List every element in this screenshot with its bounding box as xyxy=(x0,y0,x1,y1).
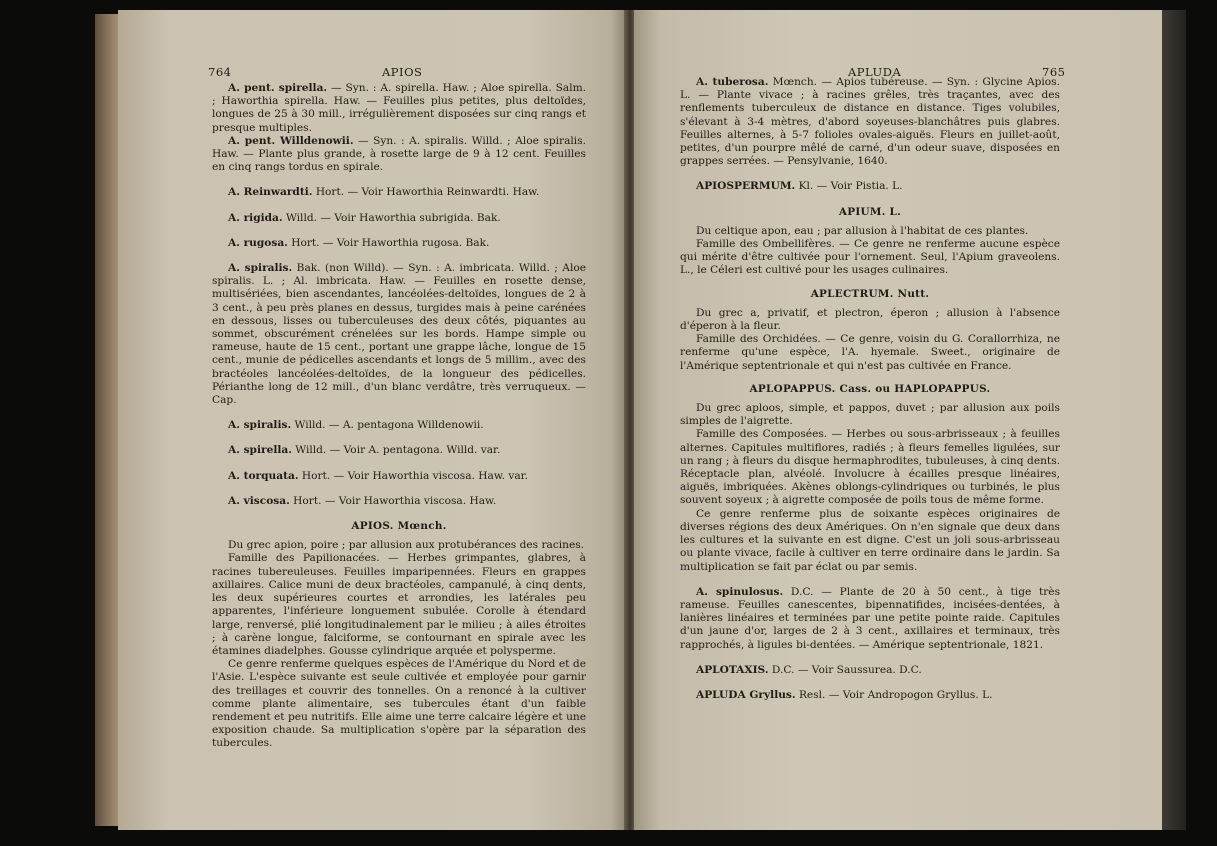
aplopappus-description: Famille des Composées. — Herbes ou sous-arbrisseaux ; à feuilles alternes. Capitules multiflores, radiés ; à fleurs femelles ligulées, sur un rang ; à fleurs du disque hermaphrodites, tubuleuses, à cinq dents. Réceptacle plan, alvéolé. Involucre à écailles presque linéaires, aiguës, imbriquées. Akènes oblongs-cylindriques ou turbinés, le plus souvent soyeux ; à aigrette composée de poils tous de même forme. xyxy=(680,428,1060,507)
apium-title: APIUM. L. xyxy=(838,205,902,218)
apios-description: Famille des Papilionacées. — Herbes grimpantes, glabres, à racines tubereuleuses. Feuilles imparipennées. Fleurs en grappes axillaires. Calice muni de deux bractéoles, campanulé, à cinq dents, les deux supérieures courtes et arrondies, les latérales peu apparentes, l'inférieure longuement subulée. Corolle à étendard large, renversé, plié longitudinalement par le milieu ; à ailes étroites ; à carène longue, falciforme, se contournant en spirale avec les étamines diadelphes. Gousse cylindrique arquée et polysperme. xyxy=(212,552,586,657)
entry-spirella: A. spirella. Willd. — Voir A. pentagona. Willd. var. xyxy=(228,444,501,457)
entry-torquata: A. torquata. Hort. — Voir Haworthia viscosa. Haw. var. xyxy=(228,469,528,482)
entry-spiralis-bak: A. spiralis. Bak. (non Willd). — Syn. : A. imbricata. Willd. ; Aloe spiralis. L. ; Al. imbricata. Haw. — Feuilles en rosette dense, multisériées, bien ascendantes, lancéolées-deltoïdes, longues de 2 à 3 cent., à peu près planes en dessus, turgides mais à peine carénées en dessous, lisses ou tuberculeuses des deux côtés, piquantes au sommet, obscurément crénelées sur les bords. Hampe simple ou rameuse, haute de 15 cent., portant une grappe lâche, longue de 15 cent., munie de pédicelles ascendants et longs de 5 millim., avec des bractéoles lancéolées-deltoïdes, de la longueur des pédicelles. Périanthe long de 12 mill., d'un blanc verdâtre, très verruqueux. — Cap. xyxy=(212,262,586,407)
apium-description: Famille des Ombellifères. — Ce genre ne renferme aucune espèce qui mérite d'être cultivée pour l'ornement. Seul, l'Apium graveolens. L., le Céleri est cultivé pour les usages culinaires. xyxy=(680,238,1060,277)
aplopappus-title: APLOPAPPUS. Cass. ou HAPLOPAPPUS. xyxy=(749,382,991,395)
right-running-head: APLUDA xyxy=(848,65,902,79)
entry-spinulosus: A. spinulosus. D.C. — Plante de 20 à 50 cent., à tige très rameuse. Feuilles canescentes, bipennatifides, incisées-dentées, à lanières linéaires et terminées par une petite pointe raide. Capitules d'un jaune d'or, larges de 2 à 3 cent., axillaires et terminaux, très rapprochés, à ligules bi-dentées. — Amérique septentrionale, 1821. xyxy=(680,585,1061,651)
entry-spiralis-willd: A. spiralis. Willd. — A. pentagona Willdenowii. xyxy=(228,419,484,432)
entry-viscosa: A. viscosa. Hort. — Voir Haworthia viscosa. Haw. xyxy=(228,494,497,507)
aplectrum-title: APLECTRUM. Nutt. xyxy=(810,287,930,300)
book-page-edges xyxy=(95,14,119,826)
aplectrum-etymology: Du grec a, privatif, et plectron, éperon ; allusion à l'absence d'éperon à la fleur. xyxy=(680,306,1060,333)
entry-apluda: APLUDA Gryllus. Resl. — Voir Andropogon Gryllus. L. xyxy=(696,688,993,701)
left-page xyxy=(118,10,626,830)
entry-rigida: A. rigida. Willd. — Voir Haworthia subrigida. Bak. xyxy=(228,211,501,224)
apium-etymology: Du celtique apon, eau ; par allusion à l'habitat de ces plantes. xyxy=(696,224,1029,237)
entry-aplotaxis: APLOTAXIS. D.C. — Voir Saussurea. D.C. xyxy=(696,663,922,676)
right-page xyxy=(634,10,1162,830)
right-page-number: 765 xyxy=(1042,65,1066,79)
entry-rugosa: A. rugosa. Hort. — Voir Haworthia rugosa. Bak. xyxy=(228,236,490,249)
apios-etymology: Du grec apion, poire ; par allusion aux protubérances des racines. xyxy=(228,539,585,552)
right-page-content xyxy=(680,76,1060,714)
entry-pent-willdenowii: A. pent. Willdenowii. — Syn. : A. spiralis. Willd. ; Aloe spiralis. Haw. — Plante plus grande, à rosette large de 9 à 12 cent. Feuilles en cinq rangs tordus en spirale. xyxy=(212,134,586,174)
aplopappus-culture: Ce genre renferme plus de soixante espèces originaires de diverses régions des deux Amériques. On n'en signale que deux dans les cultures et la suivante en est digne. C'est un joli sous-arbrisseau ou plante vivace, facile à cultiver en terre ordinaire dans le jardin. Sa multiplication se fait par éclat ou par semis. xyxy=(680,507,1060,573)
left-page-number: 764 xyxy=(208,65,232,79)
entry-pent-spirella: A. pent. spirella. — Syn. : A. spirella. Haw. ; Aloe spirella. Salm. ; Haworthia spirella. Haw. — Feuilles plus petites, plus deltoïdes, longues de 25 à 30 mill., irrégulièrement disposées sur cinq rangs et presque multiples. xyxy=(212,82,586,134)
entry-apiospermum: APIOSPERMUM. Kl. — Voir Pistia. L. xyxy=(696,180,903,193)
left-running-head: APIOS xyxy=(382,65,423,79)
entry-tuberosa: A. tuberosa. Mœnch. — Apios tubéreuse. — Syn. : Glycine Apios. L. — Plante vivace ; à racines grêles, très traçantes, avec des renflements tuberculeux de distance en distance. Tiges volubiles, s'élevant à 3-4 mètres, d'abord soyeuses-blanchâtres puis glabres. Feuilles alternes, à 5-7 folioles ovales-aiguës. Fleurs en juillet-août, petites, d'un pourpre mêlé de carné, d'un odeur suave, disposées en grappes serrées. — Pensylvanie, 1640. xyxy=(680,76,1060,168)
left-page-content xyxy=(212,82,586,751)
apios-culture: Ce genre renferme quelques espèces de l'Amérique du Nord et de l'Asie. L'espèce suivante est seule cultivée et employée pour garnir des treillages et couvrir des tonnelles. On a renoncé à la cultiver comme plante alimentaire, ses tubercules étant d'un faible rendement et peu nutritifs. Elle aime une terre calcaire légère et une exposition chaude. Sa multiplication s'opère par la séparation des tubercules. xyxy=(212,658,586,750)
aplectrum-description: Famille des Orchidées. — Ce genre, voisin du G. Corallorrhiza, ne renferme qu'une espèce, l'A. hyemale. Sweet., originaire de l'Amérique septentrionale et qui n'est pas cultivée en France. xyxy=(680,333,1060,372)
entry-reinwardti: A. Reinwardti. Hort. — Voir Haworthia Reinwardti. Haw. xyxy=(228,186,540,199)
apios-section-title: APIOS. Mœnch. xyxy=(351,520,447,533)
book-cover-edge xyxy=(1162,10,1186,830)
aplopappus-etymology: Du grec aploos, simple, et pappos, duvet ; par allusion aux poils simples de l'aigrette. xyxy=(680,402,1060,428)
